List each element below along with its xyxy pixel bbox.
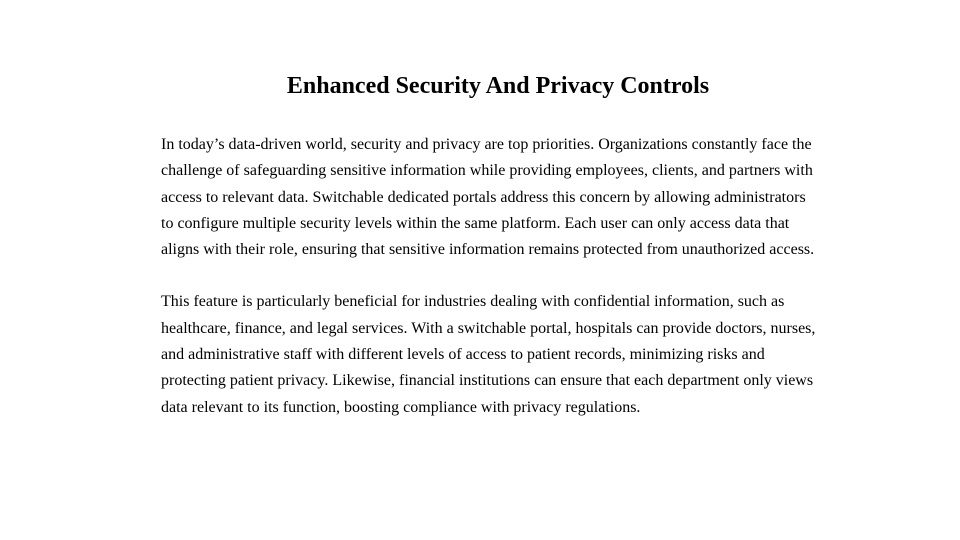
body-paragraph-1: In today’s data-driven world, security and privacy are top priorities. Organizations constantly face the challenge of safeguarding sensitive information while providing employees, clients, and partners with access to relevant data. Switchable dedicated portals address this concern by allowing administrators to configure multiple security levels within the same platform. Each user can only access data that aligns with their role, ensuring that sensitive information remains protected from unauthorized access. [161, 136, 815, 259]
body-paragraph-2: This feature is particularly beneficial for industries dealing with confidential information, such as healthcare, finance, and legal services. With a switchable portal, hospitals can provide doctors, nurses, and administrative staff with different levels of access to patient records, minimizing risks and protecting patient privacy. Likewise, financial institutions can ensure that each department only views data relevant to its function, boosting compliance with privacy regulations. [161, 293, 816, 416]
slide-title: Enhanced Security And Privacy Controls [286, 73, 710, 99]
slide-body [161, 132, 821, 421]
